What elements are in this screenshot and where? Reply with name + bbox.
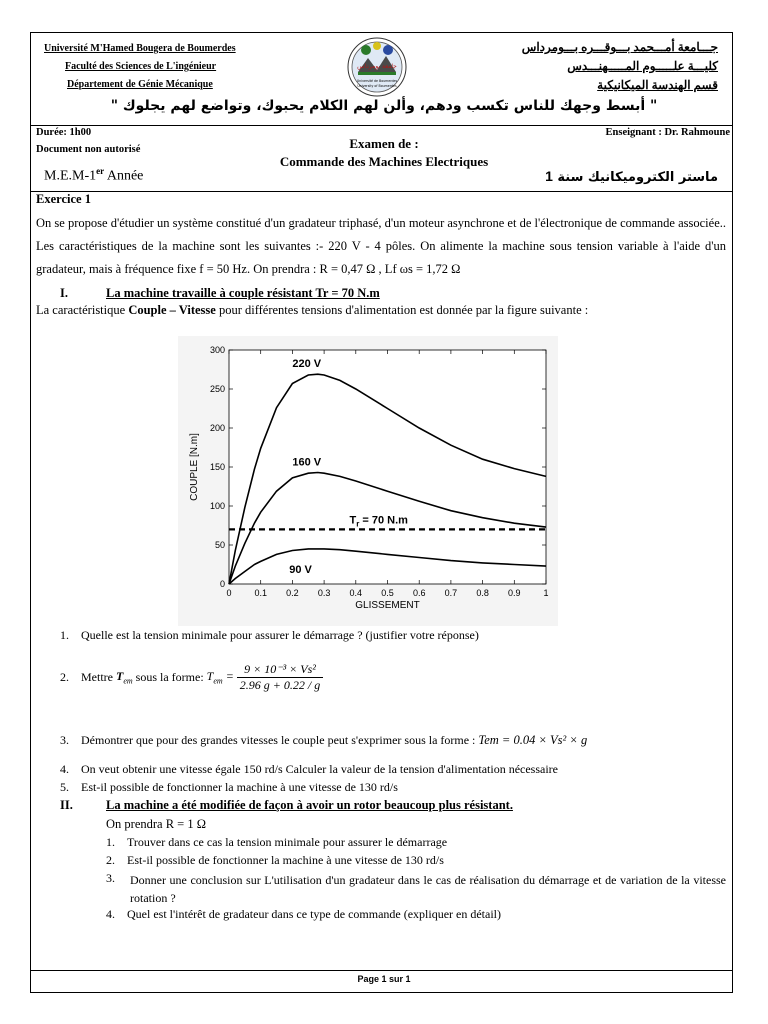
exam-duration: Durée: 1h00 [36,127,92,138]
logo-arabic-text: جامعة بومرداس [357,63,397,70]
y-axis-label: COUPLE [N.m] [189,433,200,501]
s1-q5: 5. Est-il possible de fonctionner la machine à une vitesse de 130 rd/s [60,780,398,794]
section2-given: On prendra R = 1 Ω [106,817,206,831]
s1-q4: 4. On veut obtenir une vitesse égale 150 rd/s Calculer la valeur de la tension d'alimentation nécessaire [60,762,558,776]
series-label: 220 V [292,358,322,371]
exercise-intro: On se propose d'étudier un système constitué d'un gradateur triphasé, d'un moteur asynchrone et de l'électronique de commande associée.. Les caractéristiques de la machine sont les suivantes :- 220 V - 4 pôles. On alimente la machine sous tension variable à l'aide d'un gradateur, mais à fréquence fixe f = 50 Hz. On prendra : R = 0,47 Ω , Lf ωs = 1,72 Ω [36,216,726,276]
x-tick-label: 0.5 [381,588,394,598]
section2-number: II. [60,798,73,812]
page-number: Page 1 sur 1 [357,974,411,984]
university-name-ar: جـــامعة أمـــحمد بـــوقـــره بـــومرداس [521,40,718,54]
department-name-fr: Département de Génie Mécanique [67,79,213,90]
y-tick-label: 50 [214,540,225,550]
s1-q3: 3. Démontrer que pour des grandes vitesses le couple peut s'exprimer sous la forme : Tem = 0.04 × Vs² × g [60,733,588,747]
level-fr: M.E.M-1er Année [44,166,144,184]
plot-area [229,350,546,584]
faculty-name-fr: Faculté des Sciences de L'ingénieur [65,61,217,72]
s2-q4: 4. Quel est l'intérêt de gradateur dans ce type de commande (expliquer en détail) [106,907,502,921]
logo-text-en: University of Boumerdes [357,84,397,88]
level-ar: ماستر الكتروميكانيك سنة 1 [545,168,718,185]
s1-q1: 1. Quelle est la tension minimale pour assurer le démarrage ? (justifier votre réponse) [60,628,479,642]
x-tick-label: 0.9 [508,588,521,598]
footer-divider [30,970,733,971]
x-tick-label: 0.3 [317,588,331,598]
section1-text: La caractéristique Couple – Vitesse pour différentes tensions d'alimentation est donnée par la figure suivante : [36,303,589,317]
reference-line-label: $T_r = 70$ N.m [349,514,408,529]
section2-title: La machine a été modifiée de façon à avoir un rotor beaucoup plus résistant. [106,798,513,812]
document-policy: Document non autorisé [36,144,141,155]
s1-q2: 2. Mettre $T_{em}$ sous la forme: $T_{em}$ = $\frac{\text{9 × 10⁻³ × Vs²}}{2.96 g + 0.22 / g}$ [60,662,323,693]
x-tick-label: 0.4 [349,588,363,598]
y-tick-label: 0 [219,579,225,589]
series-label: 160 V [292,456,322,469]
exam-title: Examen de : [349,136,419,151]
x-tick-label: 0.6 [412,588,426,598]
department-name-ar: قسم الهندسة الميكانيكية [597,78,718,92]
tem-fraction: $\frac{\text{9 × 10⁻³ × Vs²}}{2.96 g + 0.22 / g}$ [237,662,323,693]
arabic-quote: " أبسط وجهك للناس تكسب ودهم، وألن لهم الكلام يحبوك، وتواضع لهم يجلوك " [110,98,658,114]
couple-glissement-chart [178,336,558,626]
x-tick-label: 1 [543,588,549,598]
x-tick-label: 0.7 [444,588,458,598]
s2-q2: 2. Est-il possible de fonctionner la machine à une vitesse de 130 rd/s [106,853,444,867]
x-tick-label: 0.2 [286,588,299,598]
university-name-fr: Université M'Hamed Bougera de Boumerdes [44,43,236,54]
info-divider [30,191,733,192]
y-tick-label: 150 [209,462,225,472]
series-label: 90 V [289,564,312,577]
x-axis-label: GLISSEMENT [355,600,420,611]
teacher-name: Enseignant : Dr. Rahmoune [605,127,730,138]
s2-q1: 1. Trouver dans ce cas la tension minimale pour assurer le démarrage [106,835,448,849]
faculty-name-ar: كليـــة علـــــوم المـــــهنـــدس [567,59,718,73]
logo-text-fr: Université de Boumerdes [356,79,398,83]
x-tick-label: 0.8 [476,588,489,598]
university-logo [346,36,408,98]
y-tick-label: 300 [209,345,225,355]
y-tick-label: 250 [209,384,225,394]
section1-number: I. [60,286,68,300]
section1-title: La machine travaille à couple résistant Tr = 70 N.m [106,286,380,300]
y-tick-label: 100 [209,501,225,511]
exercise-title: Exercice 1 [36,192,91,206]
x-tick-label: 0 [226,588,232,598]
y-tick-label: 200 [209,423,225,433]
header-divider [30,125,733,126]
x-tick-label: 0.1 [254,588,267,598]
course-title: Commande des Machines Electriques [279,154,489,169]
chart-svg [178,336,558,626]
s2-q3: 3. Donner une conclusion sur L'utilisation d'un gradateur dans le cas de réalisation du démarrage et de variation de la vitesse rotation ? [106,871,726,905]
